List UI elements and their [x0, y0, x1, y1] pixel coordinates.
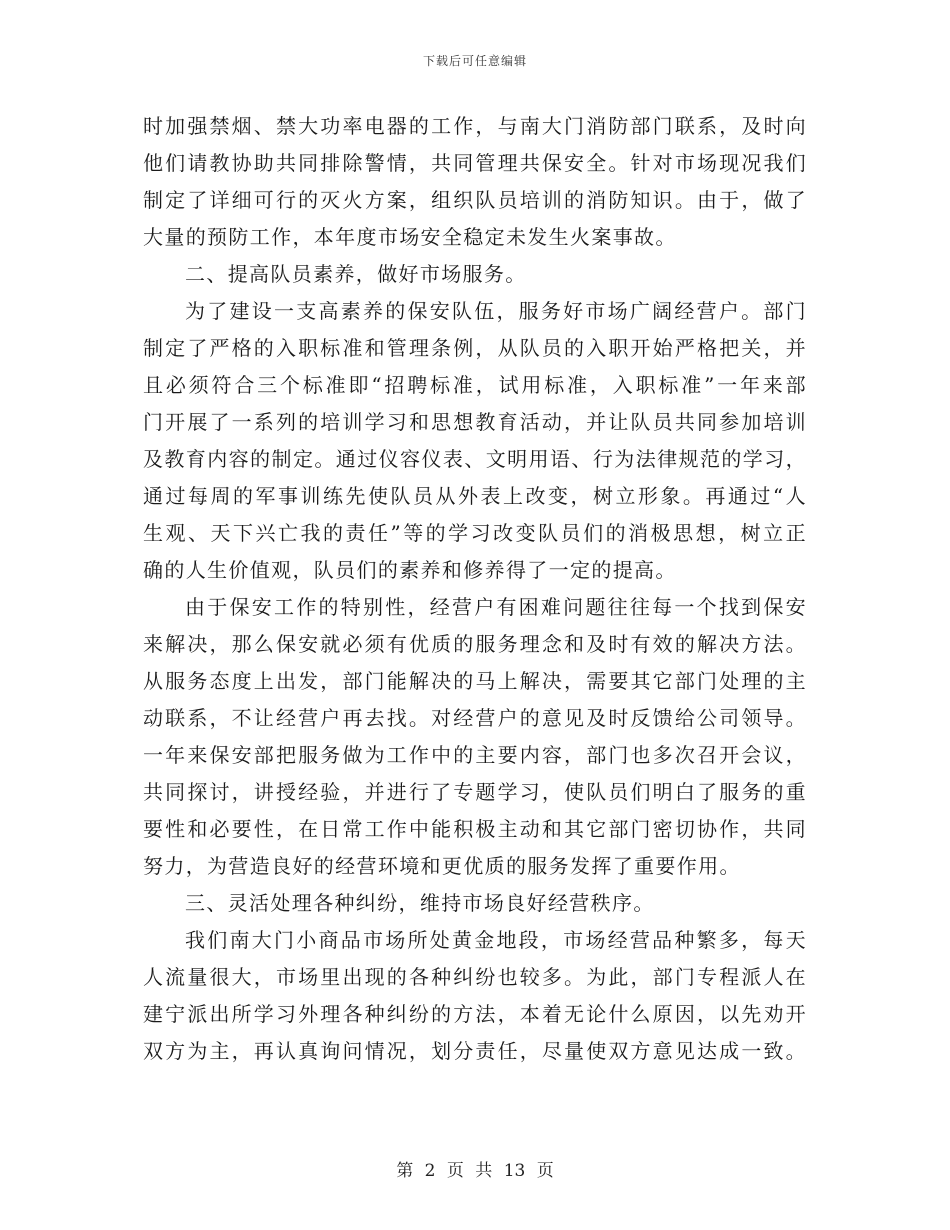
body-text-line: 努力，为营造良好的经营环境和更优质的服务发挥了重要作用。	[143, 854, 741, 878]
body-text-line: 时加强禁烟、禁大功率电器的工作，与南大门消防部门联系，及时向	[143, 114, 807, 138]
body-text-line: 为了建设一支高素养的保安队伍，服务好市场广阔经营户。部门	[185, 299, 807, 323]
body-text-line: 我们南大门小商品市场所处黄金地段，市场经营品种繁多，每天	[185, 928, 807, 952]
body-text-line: 大量的预防工作，本年度市场安全稳定未发生火案事故。	[143, 225, 677, 249]
body-text-line: 生观、天下兴亡我的责任”等的学习改变队员们的消极思想，树立正	[143, 521, 807, 545]
body-text-line: 门开展了一系列的培训学习和思想教育活动，并让队员共同参加培训	[143, 410, 807, 434]
body-text-line: 确的人生价值观，队员们的素养和修养得了一定的提高。	[143, 558, 677, 582]
body-text-line: 要性和必要性，在日常工作中能积极主动和其它部门密切协作，共同	[143, 817, 807, 841]
body-text-line: 来解决，那么保安就必须有优质的服务理念和及时有效的解决方法。	[143, 632, 807, 656]
body-text-line: 一年来保安部把服务做为工作中的主要内容，部门也多次召开会议，	[143, 743, 807, 767]
body-text-line: 从服务态度上出发，部门能解决的马上解决，需要其它部门处理的主	[143, 669, 807, 693]
body-text-line: 共同探讨，讲授经验，并进行了专题学习，使队员们明白了服务的重	[143, 780, 807, 804]
body-text-line: 人流量很大，市场里出现的各种纠纷也较多。为此，部门专程派人在	[143, 965, 807, 989]
body-text-line: 由于保安工作的特别性，经营户有困难问题往往每一个找到保安	[185, 595, 807, 619]
body-text-line: 双方为主，再认真询问情况，划分责任，尽量使双方意见达成一致。	[143, 1039, 807, 1063]
body-text-line: 制定了详细可行的灭火方案，组织队员培训的消防知识。由于，做了	[143, 188, 807, 212]
body-text-line: 三、灵活处理各种纠纷，维持市场良好经营秩序。	[185, 891, 655, 915]
body-text-line: 建宁派出所学习外理各种纠纷的方法，本着无论什么原因，以先劝开	[143, 1002, 807, 1026]
body-text-line: 及教育内容的制定。通过仪容仪表、文明用语、行为法律规范的学习，	[143, 447, 807, 471]
body-text-line: 通过每周的军事训练先使队员从外表上改变，树立形象。再通过“人	[143, 484, 807, 508]
document-body	[143, 108, 807, 1070]
page-number-footer: 第 2 页 共 13 页	[396, 1161, 554, 1181]
body-text-line: 二、提高队员素养，做好市场服务。	[185, 262, 527, 286]
body-text-line: 动联系，不让经营户再去找。对经营户的意见及时反馈给公司领导。	[143, 706, 807, 730]
page-header: 下载后可任意编辑	[422, 54, 527, 68]
body-text-line: 且必须符合三个标准即“招聘标准，试用标准，入职标准”一年来部	[143, 373, 807, 397]
body-text-line: 制定了严格的入职标准和管理条例，从队员的入职开始严格把关，并	[143, 336, 807, 360]
body-text-line: 他们请教协助共同排除警情，共同管理共保安全。针对市场现况我们	[143, 151, 807, 175]
